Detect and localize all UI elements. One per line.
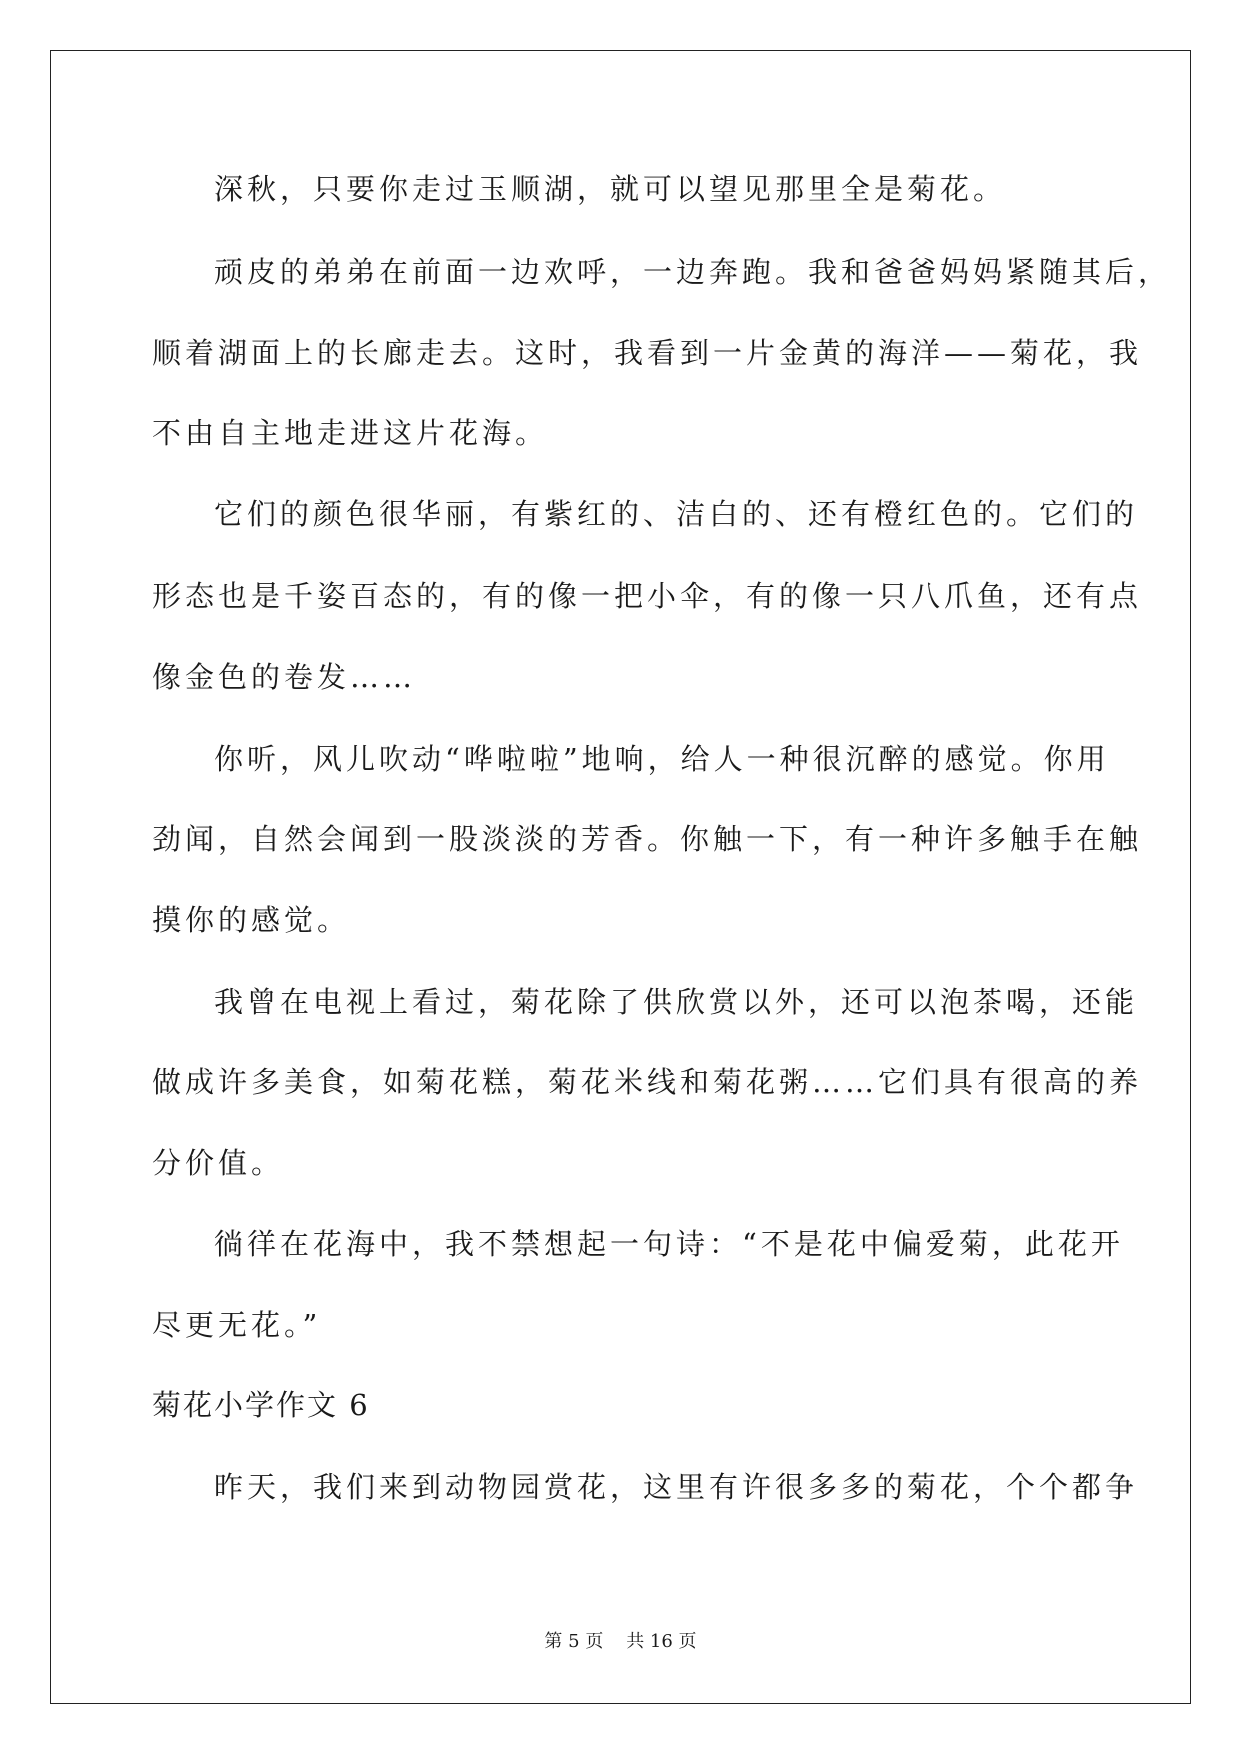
paragraph-line: 顽皮的弟弟在前面一边欢呼，一边奔跑。我和爸爸妈妈紧随其后， — [214, 255, 1172, 289]
paragraph-line: 深秋，只要你走过玉顺湖，就可以望见那里全是菊花。 — [214, 172, 1007, 206]
page-frame — [50, 50, 1191, 1704]
section-heading: 菊花小学作文 6 — [152, 1388, 370, 1422]
paragraph-line: 劲闻，自然会闻到一股淡淡的芳香。你触一下，有一种许多触手在触 — [152, 822, 1143, 856]
paragraph-line: 分价值。 — [152, 1146, 285, 1180]
paragraph-line: 我曾在电视上看过，菊花除了供欣赏以外，还可以泡茶喝，还能 — [214, 985, 1139, 1019]
page-footer: 第 5 页 共 16 页 — [544, 1631, 697, 1652]
paragraph-line: 形态也是千姿百态的，有的像一把小伞，有的像一只八爪鱼，还有点 — [152, 579, 1143, 613]
paragraph-line: 昨天，我们来到动物园赏花，这里有许很多多的菊花，个个都争 — [214, 1470, 1139, 1504]
paragraph-line: 尽更无花。” — [152, 1308, 322, 1342]
paragraph-line: 顺着湖面上的长廊走去。这时，我看到一片金黄的海洋——菊花，我 — [152, 336, 1143, 370]
paragraph-line: 不由自主地走进这片花海。 — [152, 416, 549, 450]
paragraph-line: 它们的颜色很华丽，有紫红的、洁白的、还有橙红色的。它们的 — [214, 497, 1139, 531]
paragraph-line: 做成许多美食，如菊花糕，菊花米线和菊花粥……它们具有很高的养 — [152, 1065, 1143, 1099]
paragraph-line: 摸你的感觉。 — [152, 903, 351, 937]
paragraph-line: 徜徉在花海中，我不禁想起一句诗：“不是花中偏爱菊，此花开 — [214, 1227, 1124, 1261]
paragraph-line: 像金色的卷发…… — [152, 660, 417, 694]
paragraph-line: 你听，风儿吹动“哗啦啦”地响，给人一种很沉醉的感觉。你用 — [214, 742, 1110, 776]
